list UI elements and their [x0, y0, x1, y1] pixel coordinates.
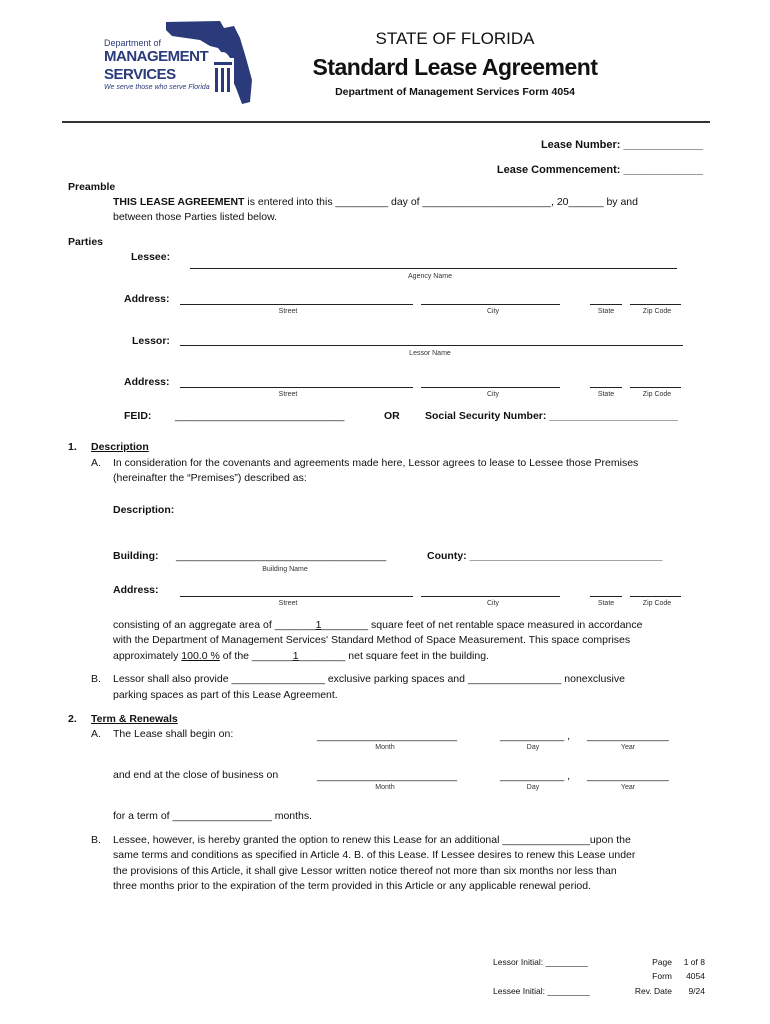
lessee-zip-caption: Zip Code	[642, 308, 672, 315]
premises-city-caption: City	[486, 600, 500, 607]
parties-heading: Parties	[68, 236, 104, 248]
feid-label: FEID:	[124, 410, 152, 422]
lessor-label: Lessor:	[132, 335, 170, 347]
lessee-street-line[interactable]	[180, 304, 413, 305]
lessor-city-line[interactable]	[421, 387, 560, 388]
lessee-city-line[interactable]	[421, 304, 560, 305]
begin-year-caption: Year	[620, 744, 636, 751]
or-label: OR	[384, 410, 400, 422]
end-text: and end at the close of business on	[113, 769, 279, 781]
lessee-state-line[interactable]	[590, 304, 622, 305]
rev-date-value: 9/24	[688, 986, 705, 996]
end-day-caption: Day	[526, 784, 540, 791]
feid-field[interactable]: _____________________________	[175, 410, 345, 422]
county-field[interactable]: County: _________________________________	[427, 550, 663, 562]
lessee-label: Lessee:	[131, 251, 171, 263]
logo-line3: SERVICES	[104, 66, 176, 83]
lessee-city-caption: City	[486, 308, 500, 315]
page-label: Page	[652, 957, 672, 967]
lessee-state-caption: State	[597, 308, 615, 315]
end-month-field[interactable]: ________________________	[317, 770, 458, 782]
dms-logo	[100, 18, 260, 106]
logo-line1: Department of	[104, 38, 162, 48]
building-label: Building:	[113, 550, 159, 562]
preamble-text-line2: between those Parties listed below.	[113, 211, 278, 223]
agency-name-line[interactable]	[190, 268, 677, 269]
lease-number-field[interactable]: Lease Number: _____________	[540, 139, 703, 151]
section1-a-line1: In consideration for the covenants and agreements made here, Lessor agrees to lease to Lessee those Premises	[113, 457, 639, 469]
lessor-address-label: Address:	[124, 376, 170, 388]
area1-post: ________ square feet of net rentable space measured in accordance	[321, 619, 643, 631]
lease-commencement-field[interactable]: Lease Commencement: _____________	[496, 164, 703, 176]
section1-b-letter: B.	[91, 673, 101, 685]
section2-number: 2.	[68, 713, 77, 725]
page-title: Standard Lease Agreement	[312, 54, 598, 80]
lessor-zip-line[interactable]	[630, 387, 681, 388]
state-heading: STATE OF FLORIDA	[375, 29, 535, 48]
lessor-street-caption: Street	[278, 391, 298, 398]
section1-a-line2: (hereinafter the “Premises”) described as:	[113, 472, 307, 484]
preamble-text-line1	[113, 196, 638, 208]
area3-mid: of the _______	[219, 650, 293, 662]
end-month-caption: Month	[375, 784, 395, 791]
section1-b-line2: parking spaces as part of this Lease Agreement.	[113, 689, 338, 701]
premises-zip-caption: Zip Code	[642, 600, 672, 607]
lessor-state-line[interactable]	[590, 387, 622, 388]
lessee-address-label: Address:	[124, 293, 170, 305]
premises-city-line[interactable]	[421, 596, 560, 597]
end-day-field[interactable]: ___________ ,	[500, 770, 571, 782]
page-value: 1 of 8	[683, 957, 705, 967]
premises-street-line[interactable]	[180, 596, 413, 597]
end-year-caption: Year	[620, 784, 636, 791]
form-label: Form	[652, 971, 672, 981]
section2-b-line4: three months prior to the expiration of the term provided in this Article or any applicable renewal period.	[113, 880, 592, 892]
section2-b-line2: same terms and conditions as specified in Article 4. B. of this Lease. If Lessee desires to renew this Lease under	[113, 849, 636, 861]
lessor-city-caption: City	[486, 391, 500, 398]
premises-street-caption: Street	[278, 600, 298, 607]
section1-a-letter: A.	[91, 457, 101, 469]
end-year-field[interactable]: ______________	[587, 770, 669, 782]
preamble-heading: Preamble	[68, 181, 116, 193]
form-value: 4054	[686, 971, 705, 981]
area-line2: with the Department of Management Services' Standard Method of Space Measurement. This space comprises	[113, 634, 631, 646]
begin-day-caption: Day	[526, 744, 540, 751]
area3-pre: approximately	[113, 650, 182, 662]
section2-title: Term & Renewals	[91, 713, 178, 725]
lessor-state-caption: State	[597, 391, 615, 398]
lessor-name-caption: Lessor Name	[409, 350, 451, 357]
description-label: Description:	[113, 504, 175, 516]
rev-date-label: Rev. Date	[634, 986, 672, 996]
preamble-bold: THIS LEASE AGREEMENT	[113, 196, 245, 208]
area3-value[interactable]: 1	[292, 650, 299, 662]
section2-b-line3: the provisions of this Article, it shall give Lessor written notice thereof not more than six months nor less than	[113, 865, 617, 877]
area3-post: ________ net square feet in the building.	[298, 650, 489, 662]
section1-number: 1.	[68, 441, 77, 453]
area-line1	[113, 619, 642, 631]
agency-name-caption: Agency Name	[408, 273, 452, 280]
lessor-name-line[interactable]	[180, 345, 683, 346]
section2-b-letter: B.	[91, 834, 101, 846]
header-rule	[62, 121, 710, 123]
premises-state-caption: State	[597, 600, 615, 607]
term-text[interactable]: for a term of _________________ months.	[113, 810, 313, 822]
begin-month-field[interactable]: ________________________	[317, 730, 458, 742]
section1-b-line1: Lessor shall also provide ________________ exclusive parking spaces and ________________ nonexclusive	[113, 673, 625, 685]
lessor-initial-field[interactable]: Lessor Initial: _________	[493, 957, 588, 967]
premises-zip-line[interactable]	[630, 596, 681, 597]
building-field[interactable]: ____________________________________	[176, 550, 387, 562]
section2-a-letter: A.	[91, 728, 101, 740]
lessee-initial-field[interactable]: Lessee Initial: _________	[493, 986, 590, 996]
area1-pre: consisting of an aggregate area of _______	[113, 619, 316, 631]
area-line3	[113, 650, 489, 662]
begin-month-caption: Month	[375, 744, 395, 751]
premises-state-line[interactable]	[590, 596, 622, 597]
building-name-caption: Building Name	[262, 566, 308, 573]
lessee-street-caption: Street	[278, 308, 298, 315]
area1-value[interactable]: 1	[315, 619, 322, 631]
section2-b-line1: Lessee, however, is hereby granted the option to renew this Lease for an additional _______________upon the	[113, 834, 631, 846]
ssn-field[interactable]: Social Security Number: ______________________	[425, 410, 678, 422]
section1-title: Description	[91, 441, 149, 453]
lessor-zip-caption: Zip Code	[642, 391, 672, 398]
logo-tagline: We serve those who serve Florida	[104, 84, 210, 91]
section2-a-text: The Lease shall begin on:	[113, 728, 234, 740]
preamble-text1: is entered into this _________ day of ______________________, 20______ by and	[244, 196, 638, 208]
lessor-street-line[interactable]	[180, 387, 413, 388]
area3-percent[interactable]: 100.0 %	[181, 650, 220, 662]
logo-line2: MANAGEMENT	[104, 48, 209, 65]
form-subtitle: Department of Management Services Form 4054	[335, 86, 575, 98]
lessee-zip-line[interactable]	[630, 304, 681, 305]
begin-day-field[interactable]: ___________ ,	[500, 730, 571, 742]
premises-address-label: Address:	[113, 584, 159, 596]
begin-year-field[interactable]: ______________	[587, 730, 669, 742]
